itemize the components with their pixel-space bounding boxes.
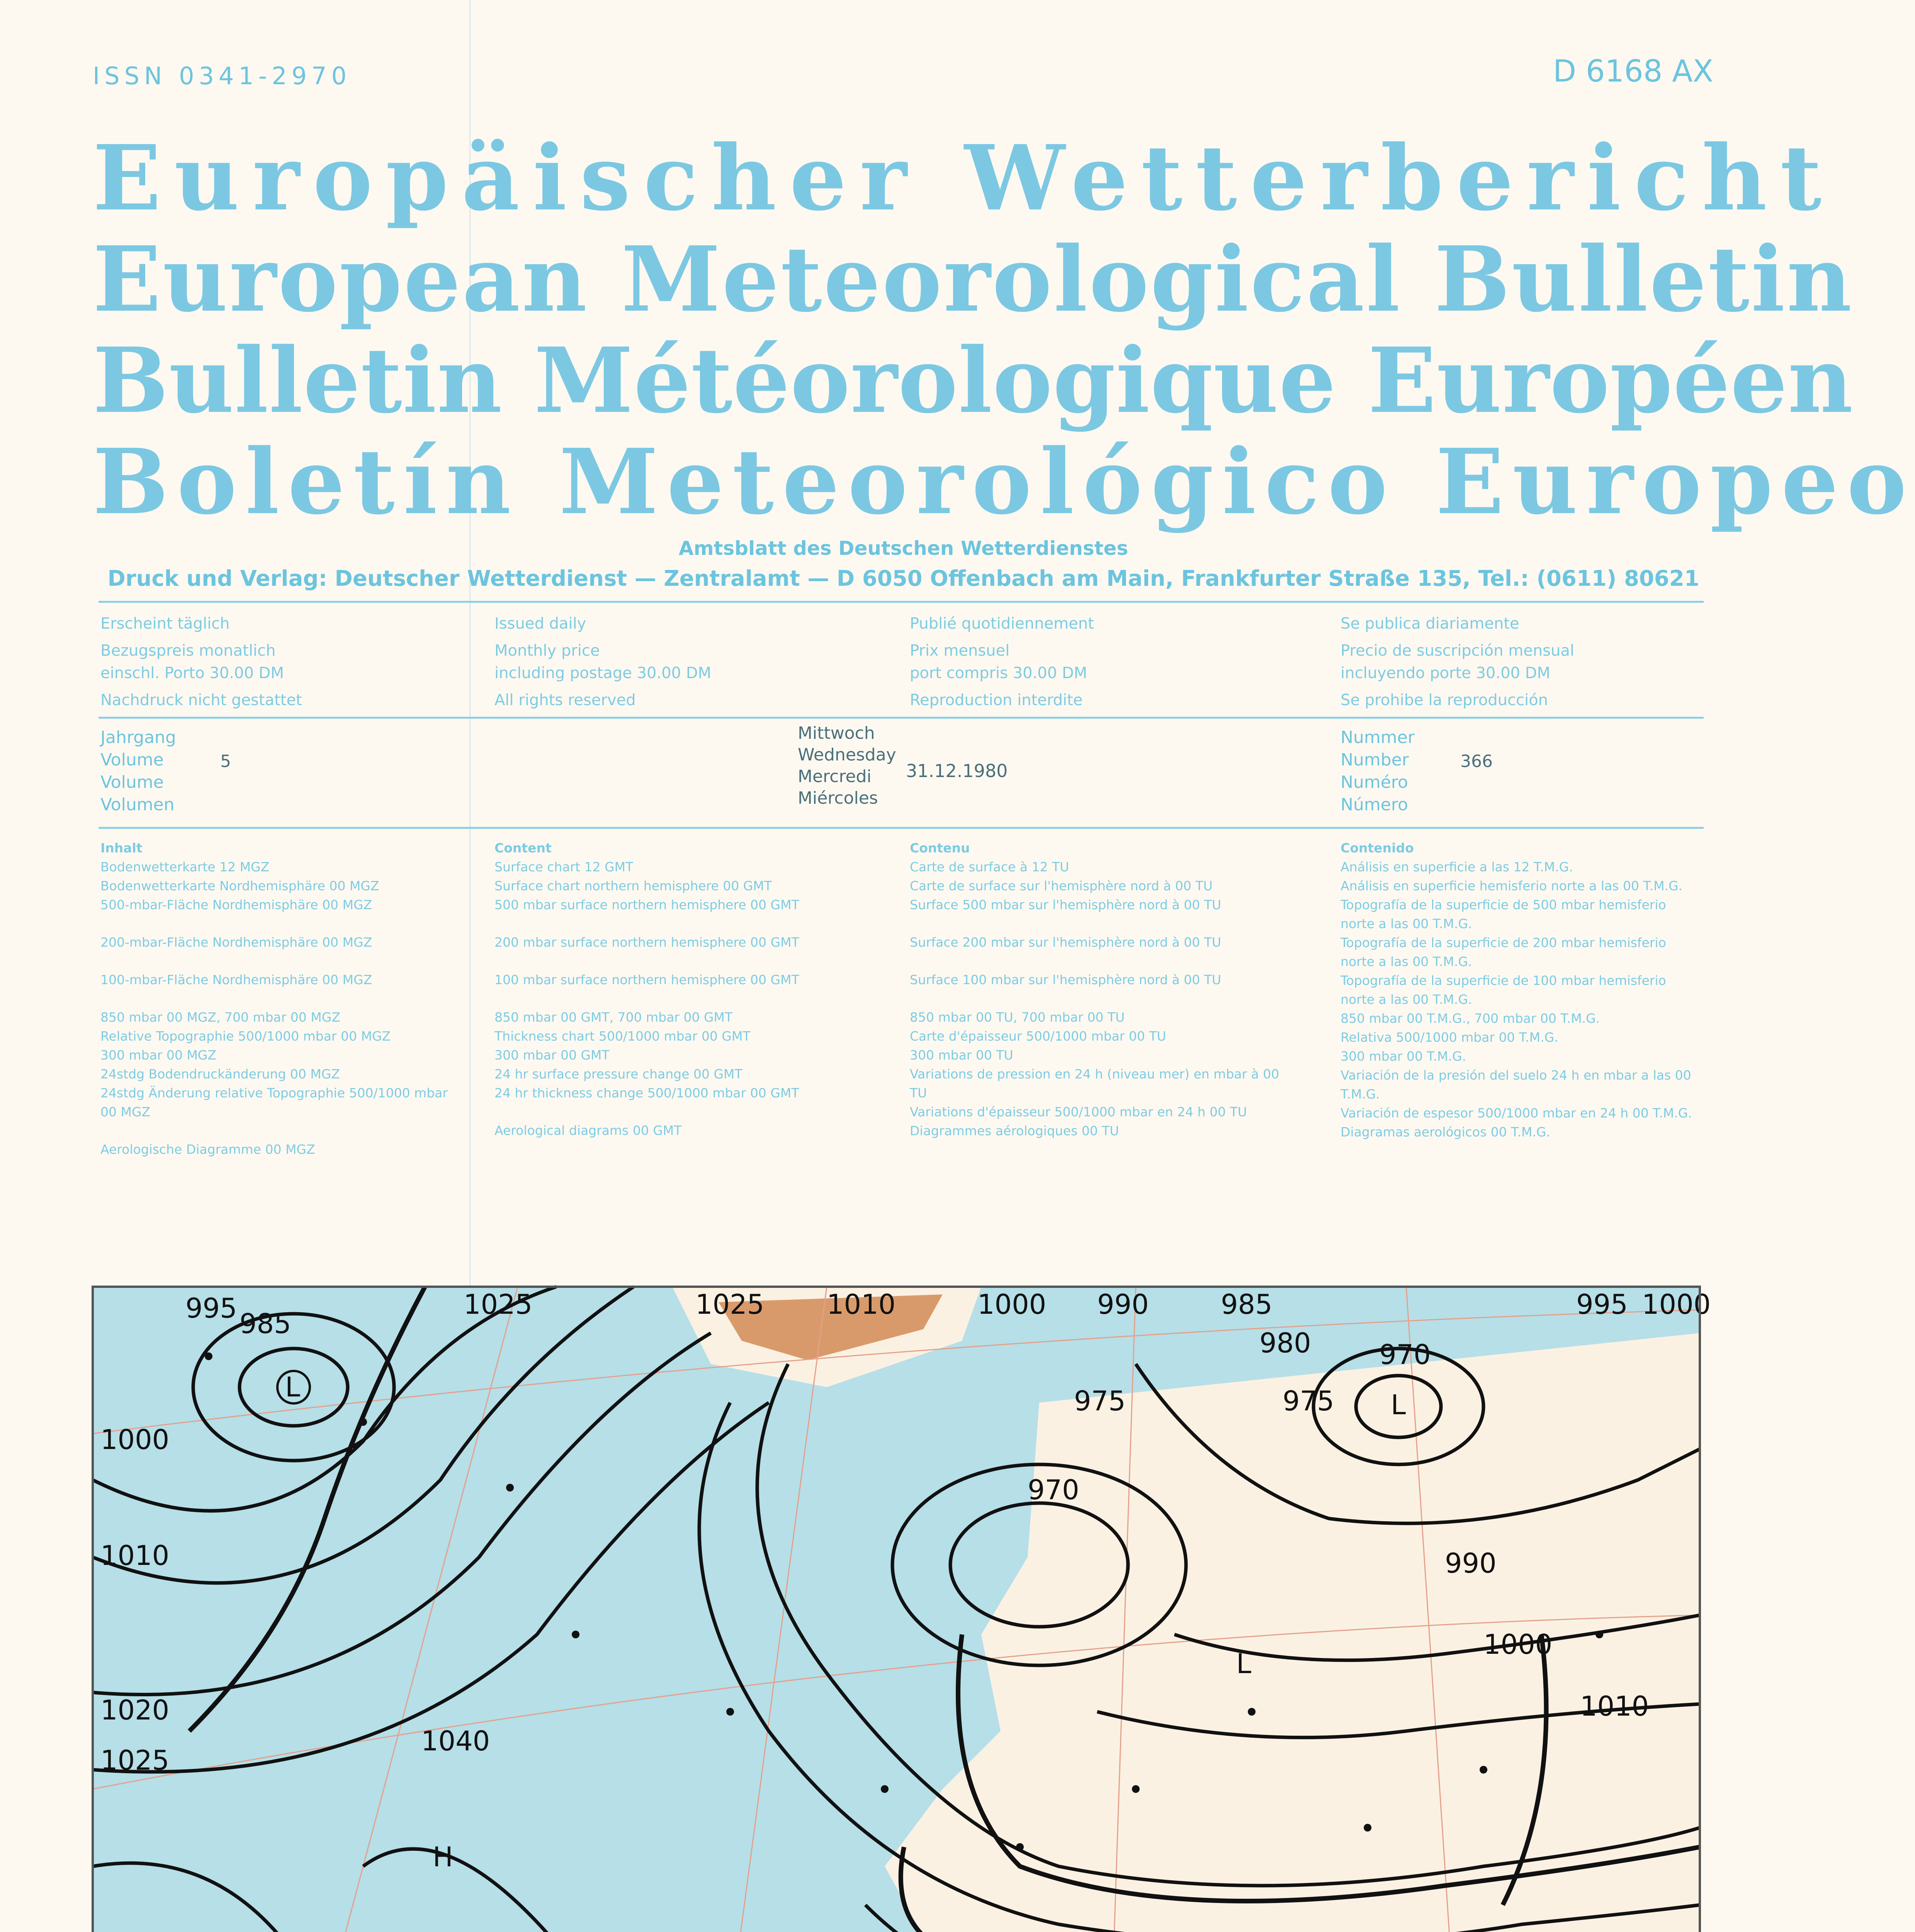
svg-text:1000: 1000 bbox=[100, 1424, 170, 1456]
title-german: Europäischer Wetterbericht bbox=[93, 125, 1835, 231]
low-center-icon: L bbox=[1236, 1648, 1251, 1680]
svg-text:995: 995 bbox=[1576, 1289, 1628, 1320]
title-english: European Meteorological Bulletin bbox=[93, 226, 1854, 332]
contents-english: Content Surface chart 12 GMT Surface chart northern hemisphere 00 GMT 500 mbar surface northern hemisphere 00 GMT 200 mbar surface northern hemisphere 00 GMT 100 mbar surface northern hemisphere 00 GMT 850 mbar 00 GMT, 700 mbar 00 GMT Thickness chart 500/1000 mbar 00 GMT 300 mbar 00 GMT 24 hr surface pressure change 00 GMT 24 hr thickness change 500/1000 mbar 00 GMT Aerological diagrams 00 GMT bbox=[494, 840, 799, 1138]
svg-text:1000: 1000 bbox=[1642, 1289, 1711, 1320]
title-french: Bulletin Météorologique Européen bbox=[93, 328, 1854, 433]
masthead-titles bbox=[93, 125, 1915, 534]
amtsblatt-line: Amtsblatt des Deutschen Wetterdienstes bbox=[678, 537, 1128, 560]
info-french: Publié quotidiennement Prix mensuel port compris 30.00 DM Reproduction interdite bbox=[910, 615, 1094, 709]
issue-date: 31.12.1980 bbox=[906, 760, 1008, 781]
contents-german: Inhalt Bodenwetterkarte 12 MGZ Bodenwetterkarte Nordhemisphäre 00 MGZ 500-mbar-Fläche Nordhemisphäre 00 MGZ 200-mbar-Fläche Nordhemisphäre 00 MGZ 100-mbar-Fläche Nordhemisphäre 00 MGZ 850 mbar 00 MGZ, 700 mbar 00 MGZ Relative Topographie 500/1000 mbar 00 MGZ 300 mbar 00 MGZ 24stdg Bodendruckänderung 00 MGZ 24stdg Änderung relative Topographie 500/1000 mbar 00 MGZ Aerologische Diagramme 00 MGZ bbox=[100, 840, 448, 1157]
contents-spanish: Contenido Análisis en superficie a las 12 T.M.G. Análisis en superficie hemisferio norte a las 00 T.M.G. Topografía de la superficie de 500 mbar hemisferio norte a las 00 T.M.G. Topografía de la superficie de 200 mbar hemisferio norte a las 00 T.M.G. Topografía de la superficie de 100 mbar hemisferio norte a las 00 T.M.G. 850 mbar 00 T.M.G., 700 mbar 00 T.M.G. Relativa 500/1000 mbar 00 T.M.G. 300 mbar 00 T.M.G. Variación de la presión del suelo 24 h en mbar a las 00 T.M.G. Variación de espesor 500/1000 mbar en 24 h 00 T.M.G. Diagramas aerológicos 00 T.M.G. bbox=[1341, 840, 1692, 1139]
divider-top bbox=[99, 601, 1704, 603]
svg-text:1040: 1040 bbox=[421, 1725, 490, 1757]
svg-text:1025: 1025 bbox=[695, 1289, 765, 1320]
svg-text:985: 985 bbox=[1221, 1289, 1273, 1320]
svg-text:985: 985 bbox=[240, 1308, 291, 1340]
weekday-names: Mittwoch Wednesday Mercredi Miércoles bbox=[798, 723, 896, 808]
high-center-icon: H bbox=[433, 1841, 453, 1873]
info-german: Erscheint täglich Bezugspreis monatlich einschl. Porto 30.00 DM Nachdruck nicht gestattet bbox=[100, 615, 302, 709]
svg-text:1020: 1020 bbox=[100, 1694, 170, 1726]
svg-text:1010: 1010 bbox=[827, 1289, 896, 1320]
svg-text:970: 970 bbox=[1028, 1474, 1079, 1506]
issue-number: 366 bbox=[1460, 752, 1493, 771]
publication-code: D 6168 AX bbox=[1553, 54, 1713, 89]
publisher-line: Druck und Verlag: Deutscher Wetterdienst — Zentralamt — D 6050 Offenbach am Main, Frankfurter Straße 135, Tel.: (0611) 80621 bbox=[107, 566, 1699, 591]
svg-text:970: 970 bbox=[1379, 1339, 1431, 1371]
surface-weather-map bbox=[93, 1287, 1711, 1932]
low-center-icon: L bbox=[1391, 1389, 1406, 1421]
contents-french: Contenu Carte de surface à 12 TU Carte de surface sur l'hemisphère nord à 00 TU Surface 500 mbar sur l'hemisphère nord à 00 TU Surface 200 mbar sur l'hemisphère nord à 00 TU Surface 100 mbar sur l'hemisphère nord à 00 TU 850 mbar 00 TU, 700 mbar 00 TU Carte d'épaisseur 500/1000 mbar 00 TU 300 mbar 00 TU Variations de pression en 24 h (niveau mer) en mbar à 00 TU Variations d'épaisseur 500/1000 mbar en 24 h 00 TU Diagrammes aérologiques 00 TU bbox=[910, 840, 1279, 1138]
svg-text:990: 990 bbox=[1097, 1289, 1149, 1320]
svg-text:1000: 1000 bbox=[977, 1289, 1047, 1320]
svg-text:1010: 1010 bbox=[1580, 1690, 1649, 1722]
volume-value: 5 bbox=[220, 752, 231, 771]
map-drawing bbox=[93, 1287, 1711, 1932]
divider-middle bbox=[99, 717, 1704, 719]
svg-text:995: 995 bbox=[185, 1293, 237, 1324]
number-block: Nummer Number Numéro Número 366 bbox=[1341, 728, 1493, 815]
svg-text:1025: 1025 bbox=[100, 1745, 170, 1776]
svg-text:1025: 1025 bbox=[464, 1289, 533, 1320]
low-center-icon: L bbox=[285, 1371, 300, 1403]
svg-text:975: 975 bbox=[1074, 1385, 1126, 1417]
svg-text:1000: 1000 bbox=[1483, 1629, 1553, 1660]
info-spanish: Se publica diariamente Precio de suscripción mensual incluyendo porte 30.00 DM Se prohibe la reproducción bbox=[1341, 615, 1574, 709]
issn-number: ISSN 0341-2970 bbox=[93, 62, 352, 90]
svg-text:980: 980 bbox=[1259, 1327, 1311, 1359]
svg-text:1010: 1010 bbox=[100, 1540, 170, 1571]
svg-text:990: 990 bbox=[1445, 1548, 1497, 1579]
divider-bottom bbox=[99, 827, 1704, 829]
volume-block: Jahrgang Volume Volume Volumen 5 bbox=[100, 728, 231, 815]
title-spanish: Boletín Meteorológico Europeo bbox=[93, 429, 1915, 534]
info-english: Issued daily Monthly price including postage 30.00 DM All rights reserved bbox=[494, 615, 712, 709]
svg-text:975: 975 bbox=[1283, 1385, 1334, 1417]
